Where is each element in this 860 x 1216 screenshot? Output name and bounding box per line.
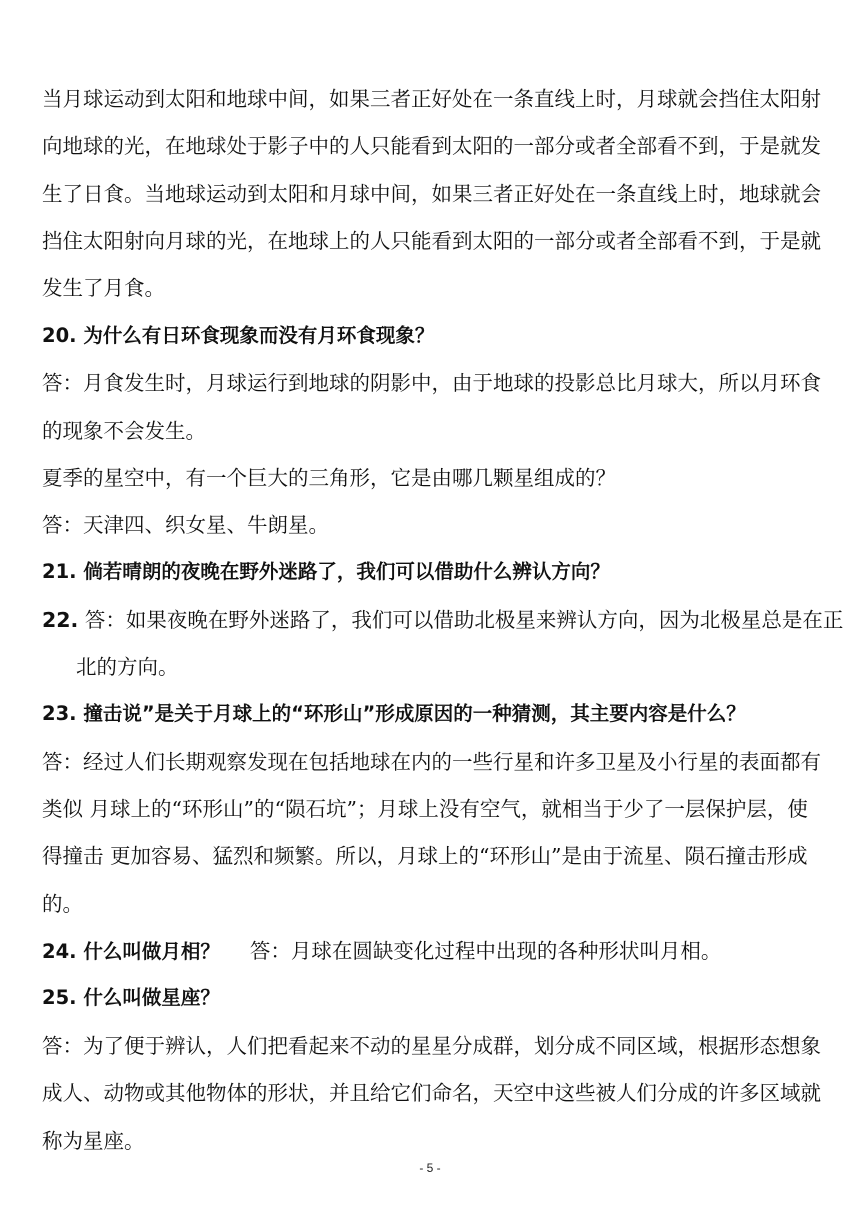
question-22 — [42, 605, 843, 635]
question-22-text: 答：如果夜晚在野外迷路了，我们可以借助北极星来辨认方向，因为北极星总是在正 — [78, 608, 844, 632]
answer-23-line-2: 类似 月球上的“环形山”的“陨石坑”；月球上没有空气，就相当于少了一层保护层，使 — [42, 797, 808, 821]
answer-24: 答：月球在圆缺变化过程中出现的各种形状叫月相。 — [249, 939, 722, 963]
answer-23-line-3: 得撞击 更加容易、猛烈和频繁。所以，月球上的“环形山”是由于流星、陨石撞击形成 — [42, 844, 808, 868]
answer-20-line-2: 的现象不会发生。 — [42, 419, 206, 443]
question-22-line-2: 北的方向。 — [76, 655, 179, 679]
question-20: 20. 为什么有日环食现象而没有月环食现象？ — [42, 324, 435, 347]
question-24: 24. 什么叫做月相？ — [42, 940, 220, 963]
question-25: 25. 什么叫做星座？ — [42, 986, 220, 1009]
intro-line-2: 向地球的光，在地球处于影子中的人只能看到太阳的一部分或者全部看不到，于是就发 — [42, 134, 821, 158]
intro-line-1: 当月球运动到太阳和地球中间，如果三者正好处在一条直线上时，月球就会挡住太阳射 — [42, 87, 821, 111]
extra-answer: 答：天津四、织女星、牛朗星。 — [42, 513, 329, 537]
question-22-number: 22. — [42, 608, 79, 632]
intro-line-5: 发生了月食。 — [42, 276, 165, 300]
question-24-row — [42, 936, 721, 966]
question-21: 21. 倘若晴朗的夜晚在野外迷路了，我们可以借助什么辨认方向？ — [42, 560, 610, 583]
answer-25-line-3: 称为星座。 — [42, 1129, 145, 1153]
answer-23-line-1: 答：经过人们长期观察发现在包括地球在内的一些行星和许多卫星及小行星的表面都有 — [42, 750, 821, 774]
page-number: - 5 - — [419, 1161, 441, 1175]
intro-line-3: 生了日食。当地球运动到太阳和月球中间，如果三者正好处在一条直线上时，地球就会 — [42, 182, 821, 206]
answer-25-line-1: 答：为了便于辨认，人们把看起来不动的星星分成群，划分成不同区域，根据形态想象 — [42, 1034, 821, 1058]
extra-question: 夏季的星空中，有一个巨大的三角形，它是由哪几颗星组成的？ — [42, 466, 616, 490]
answer-23-line-4: 的。 — [42, 892, 83, 916]
intro-line-4: 挡住太阳射向月球的光，在地球上的人只能看到太阳的一部分或者全部看不到，于是就 — [42, 229, 821, 253]
answer-25-line-2: 成人、动物或其他物体的形状，并且给它们命名，天空中这些被人们分成的许多区域就 — [42, 1081, 821, 1105]
question-23: 23. 撞击说”是关于月球上的“环形山”形成原因的一种猜测，其主要内容是什么？ — [42, 702, 746, 725]
answer-20-line-1: 答：月食发生时，月球运行到地球的阴影中，由于地球的投影总比月球大，所以月环食 — [42, 371, 821, 395]
